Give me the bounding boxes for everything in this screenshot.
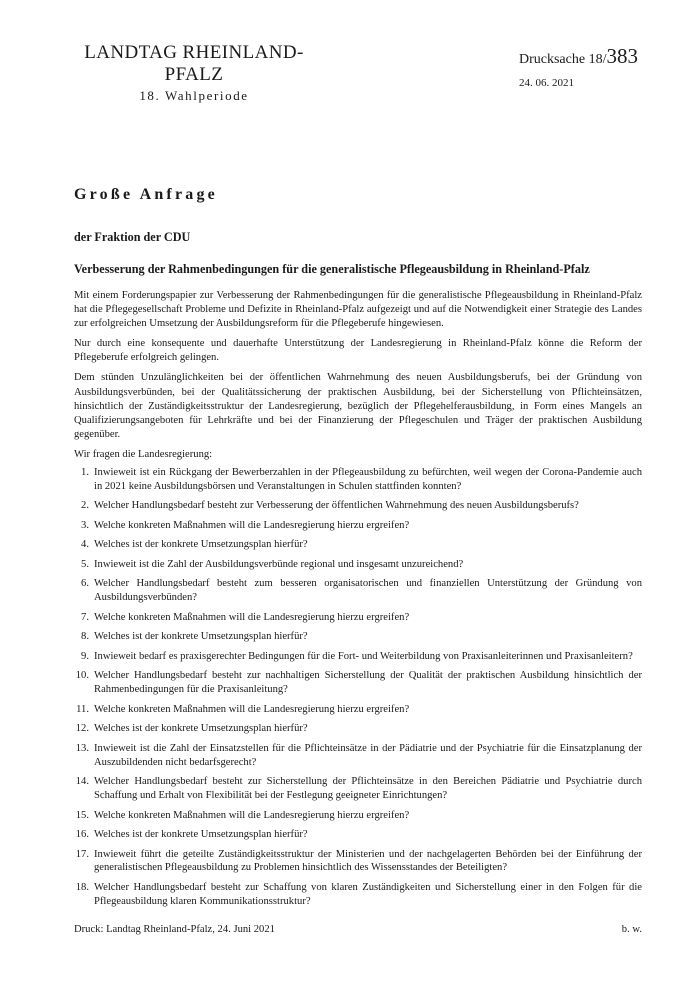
question-number: 2. — [81, 500, 89, 512]
document-type-title: Große Anfrage — [74, 186, 218, 203]
question-text: Inwieweit bedarf es praxisgerechter Bedingungen für die Fort- und Weiterbildung von Praxisanleiterinnen und Praxisanleitern? — [94, 650, 633, 662]
question-number: 3. — [81, 519, 89, 531]
intro-paragraph: Mit einem Forderungspapier zur Verbesserung der Rahmenbedingungen für die generalistische Pflegeausbildung in Rheinland-Pfalz hat die Pflegegesellschaft Probleme und Defizite in Rheinland-Pfalz aufgezeigt und auf die Notwendigkeit einer Strategie des Landes zur erfolgreichen Umsetzung der Ausbildungsreform für die Pflegeberufe hingewiesen. — [74, 290, 642, 330]
question-list — [74, 466, 642, 909]
question-item — [74, 722, 642, 736]
question-number: 14. — [75, 776, 89, 788]
intro-paragraph: Dem stünden Unzulänglichkeiten bei der öffentlichen Wahrnehmung des neuen Ausbildungsberufs, bei der Gründung von Ausbildungsverbünden, bei der Qualitätssicherung der praktischen Ausbildung, bei der Sicherstellung von Pflichteinsätzen, hinsichtlich der Zuständigkeitsstruktur der Landesregierung, bezüglich der Pflegehelferausbildung, in Form eines Mangels an Qualifizierungsangeboten für Lehrkräfte und bei der Finanzierung der Pflegeschulen und Träger der praktischen Ausbildung gegenüber. — [74, 372, 642, 440]
question-number: 11. — [76, 703, 89, 715]
question-number: 8. — [81, 631, 89, 643]
question-item — [74, 669, 642, 697]
question-item — [74, 577, 642, 605]
question-item — [74, 519, 642, 533]
question-item — [74, 742, 642, 770]
question-item — [74, 809, 642, 823]
drucksache-number: 383 — [606, 44, 638, 68]
question-number: 18. — [75, 881, 89, 893]
question-number: 17. — [75, 848, 89, 860]
drucksache-label: Drucksache 18/ — [519, 52, 607, 67]
question-text: Welcher Handlungsbedarf besteht zum besseren organisatorischen und finanziellen Unterstützung der Gründung von Ausbildungsverbünden? — [94, 578, 642, 604]
document-body — [74, 186, 642, 914]
electoral-period: 18. Wahlperiode — [139, 88, 249, 103]
question-text: Welches ist der konkrete Umsetzungsplan hierfür? — [94, 539, 308, 551]
question-text: Welche konkreten Maßnahmen will die Landesregierung hierzu ergreifen? — [94, 611, 410, 623]
question-text: Welcher Handlungsbedarf besteht zur Schaffung von klaren Zuständigkeiten und Sicherstellung einer in den Folgen für die Pflegeausbildung klaren Kommunikationsstruktur? — [94, 881, 642, 907]
question-text: Welcher Handlungsbedarf besteht zur Verbesserung der öffentlichen Wahrnehmung des neuen Ausbildungsberufs? — [94, 500, 579, 512]
question-item — [74, 703, 642, 717]
question-text: Welches ist der konkrete Umsetzungsplan hierfür? — [94, 829, 308, 841]
question-item — [74, 828, 642, 842]
drucksache-line — [519, 45, 638, 71]
faction-line: der Fraktion der CDU — [74, 230, 191, 244]
question-item — [74, 611, 642, 625]
question-item — [74, 848, 642, 876]
continued-note: b. w. — [621, 924, 642, 935]
document-date: 24. 06. 2021 — [519, 77, 574, 89]
question-item — [74, 775, 642, 803]
question-item — [74, 650, 642, 664]
question-text: Welcher Handlungsbedarf besteht zur nachhaltigen Sicherstellung der Qualität der praktischen Ausbildung hinsichtlich der Rahmenbedingungen für die Praxisanleitung? — [94, 670, 642, 696]
question-number: 12. — [75, 723, 89, 735]
question-number: 15. — [75, 809, 89, 821]
question-number: 7. — [81, 611, 89, 623]
parliament-name: LANDTAG RHEINLAND-PFALZ — [84, 42, 304, 85]
question-item — [74, 466, 642, 494]
question-text: Welches ist der konkrete Umsetzungsplan hierfür? — [94, 631, 308, 643]
question-item — [74, 630, 642, 644]
question-text: Welche konkreten Maßnahmen will die Landesregierung hierzu ergreifen? — [94, 703, 410, 715]
question-lead-in: Wir fragen die Landesregierung: — [74, 448, 213, 460]
document-reference — [519, 45, 638, 89]
question-text: Inwieweit führt die geteilte Zuständigkeitsstruktur der Ministerien und der nachgelagerten Behörden bei der Einführung der generalistischen Pflegeausbildung zu Problemen hinsichtlich des Wissensstandes der Beteiligten? — [94, 848, 642, 874]
question-text: Welcher Handlungsbedarf besteht zur Sicherstellung der Pflichteinsätze in den Bereichen Pädiatrie und Psychiatrie durch Schaffung und Erhalt von Flexibilität bei der Festlegung geeigneter Einrichtungen? — [94, 776, 642, 802]
question-text: Inwieweit ist ein Rückgang der Bewerberzahlen in der Pflegeausbildung zu befürchten, weil wegen der Corona-Pandemie auch in 2021 keine Ausbildungsbörsen und Veranstaltungen in Schulen stattfinden konnten? — [94, 467, 642, 492]
question-item — [74, 558, 642, 572]
question-number: 6. — [81, 578, 89, 590]
subject-heading: Verbesserung der Rahmenbedingungen für die generalistische Pflegeausbildung in Rheinland-Pfalz — [74, 262, 590, 276]
question-item — [74, 538, 642, 552]
question-number: 10. — [75, 670, 89, 682]
question-number: 5. — [81, 558, 89, 570]
question-text: Welche konkreten Maßnahmen will die Landesregierung hierzu ergreifen? — [94, 809, 410, 821]
question-number: 4. — [81, 539, 89, 551]
question-number: 1. — [81, 467, 89, 479]
question-text: Inwieweit ist die Zahl der Einsatzstellen für die Pflichteinsätze in der Pädiatrie und der Psychiatrie für die Einsatzplanung der Auszubildenden nicht bedarfsgerecht? — [94, 742, 642, 768]
page-footer — [74, 924, 642, 935]
question-text: Welche konkreten Maßnahmen will die Landesregierung hierzu ergreifen? — [94, 519, 410, 531]
parliament-header — [74, 42, 314, 104]
question-number: 16. — [75, 829, 89, 841]
print-note: Druck: Landtag Rheinland-Pfalz, 24. Juni 2021 — [74, 924, 275, 935]
question-item — [74, 881, 642, 909]
question-item — [74, 499, 642, 513]
question-text: Welches ist der konkrete Umsetzungsplan hierfür? — [94, 723, 308, 735]
question-text: Inwieweit ist die Zahl der Ausbildungsverbünde regional und insgesamt unzureichend? — [94, 558, 464, 570]
question-number: 13. — [75, 742, 89, 754]
question-number: 9. — [81, 650, 89, 662]
intro-paragraph: Nur durch eine konsequente und dauerhafte Unterstützung der Landesregierung in Rheinland-Pfalz könne die Reform der Pflegeberufe erfolgreich gelingen. — [74, 338, 642, 364]
